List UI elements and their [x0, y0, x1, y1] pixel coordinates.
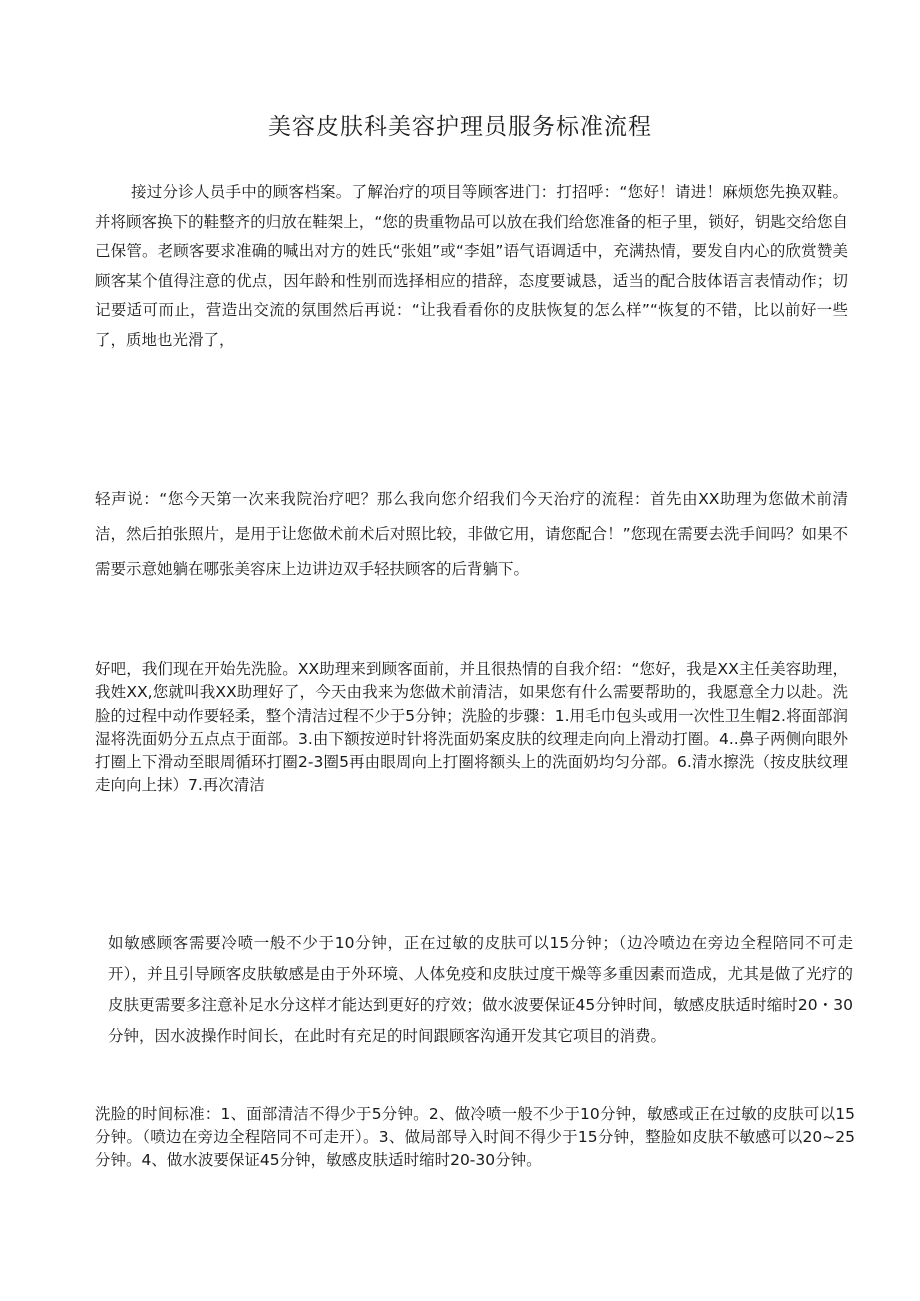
paragraph-face-wash-steps: 好吧，我们现在开始先洗脸。XX助理来到顾客面前，并且很热情的自我介绍：“您好，我是XX主任美容助理，我姓XX,您就叫我XX助理好了，今天由我来为您做术前清洁，如果您有什么需要帮助的，我愿意全力以赴。洗脸的过程中动作要轻柔，整个清洁过程不少于5分钟；洗脸的步骤：1.用毛巾包头或用一次性卫生帽2.将面部润湿将洗面奶分五点点于面部。3.由下额按逆时针将洗面奶案皮肤的纹理走向向上滑动打圈。4..鼻子两侧向眼外打圈上下滑动至眼周循环打圈2-3圈5再由眼周向上打圈将额头上的洗面奶均匀分部。6.清水擦洗（按皮肤纹理走向向上抹）7.再次清洁 [95, 660, 848, 795]
paragraph-time-standards: 洗脸的时间标准：1、面部清洁不得少于5分钟。2、做冷喷一般不少于10分钟，敏感或正在过敏的皮肤可以15分钟。（喷边在旁边全程陪同不可走开）。3、做局部导入时间不得少于15分钟，整脸如皮肤不敏感可以20~25分钟。4、做水波要保证45分钟，敏感皮肤适时缩时20-30分钟。 [95, 1105, 855, 1169]
paragraph-first-visit: 轻声说：“您今天第一次来我院治疗吧？那么我向您介绍我们今天治疗的流程：首先由XX助理为您做术前清洁，然后拍张照片，是用于让您做术前术后对照比较，非做它用，请您配合！”您现在需要去洗手间吗？如果不需要示意她躺在哪张美容床上边讲边双手轻扶顾客的后背躺下。 [95, 490, 848, 578]
document-title: 美容皮肤科美容护理员服务标准流程 [268, 114, 652, 140]
paragraph-greeting: 接过分诊人员手中的顾客档案。了解治疗的项目等顾客进门：打招呼：“您好！请进！麻烦您先换双鞋。并将顾客换下的鞋整齐的归放在鞋架上，“您的贵重物品可以放在我们给您准备的柜子里，锁好，钥匙交给您自己保管。老顾客要求准确的喊出对方的姓氏“张姐”或“李姐”语气语调适中，充满热情，要发自内心的欣赏赞美顾客某个值得注意的优点，因年龄和性别而选择相应的措辞，态度要诚恳，适当的配合肢体语言表情动作；切记要适可而止，营造出交流的氛围然后再说：“让我看看你的皮肤恢复的怎么样”“恢复的不错，比以前好一些了，质地也光滑了， [95, 183, 848, 349]
paragraph-sensitive-skin: 如敏感顾客需要冷喷一般不少于10分钟，正在过敏的皮肤可以15分钟；（边冷喷边在旁边全程陪同不可走开），并且引导顾客皮肤敏感是由于外环境、人体免疫和皮肤过度干燥等多重因素而造成，尤其是做了光疗的皮肤更需要多注意补足水分这样才能达到更好的疗效；做水波要保证45分钟时间，敏感皮肤适时缩时20・30分钟，因水波操作时间长，在此时有充足的时间跟顾客沟通开发其它项目的消费。 [108, 934, 853, 1045]
